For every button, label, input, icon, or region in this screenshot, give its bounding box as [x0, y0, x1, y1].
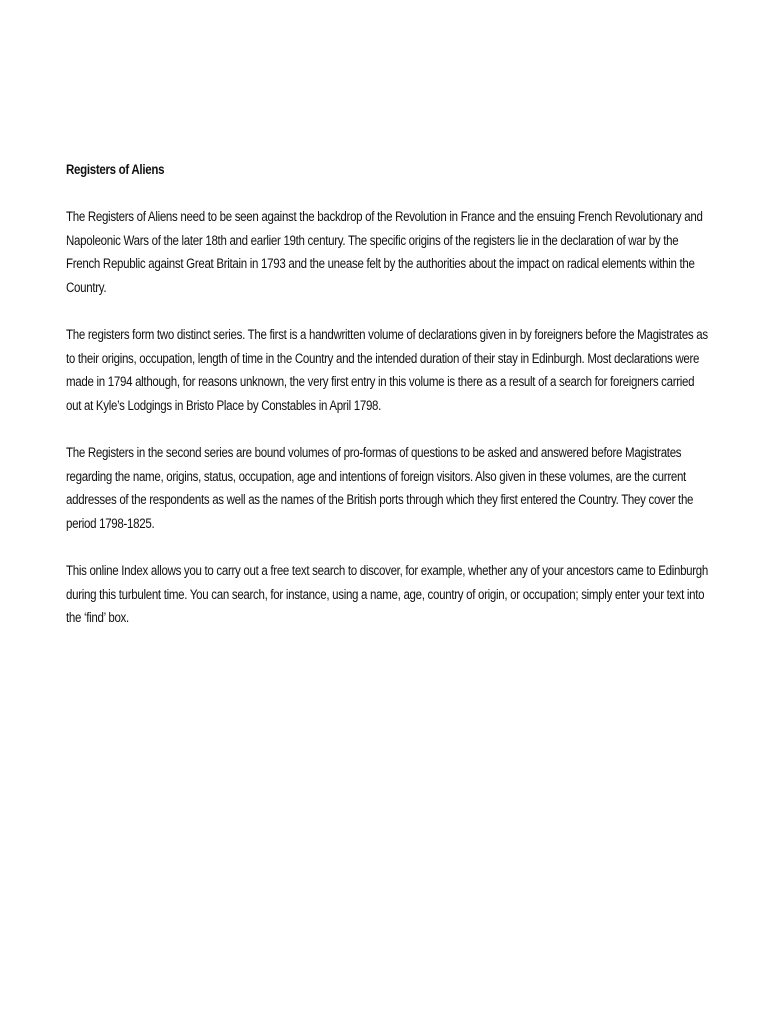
document-title: Registers of Aliens	[66, 162, 165, 177]
paragraph-series: The registers form two distinct series. The first is a handwritten volume of declarations given in by foreigners before the Magistrates as to their origins, occupation, length of time in the Country and the intended duration of their stay in Edinburgh. Most declarations were made in 1794 although, for reasons unknown, the very first entry in this volume is there as a result of a search for foreigners carried out at Kyle’s Lodgings in Bristo Place by Constables in April 1798.	[66, 327, 708, 413]
paragraph-background: The Registers of Aliens need to be seen against the backdrop of the Revolution in France and the ensuing French Revolutionary and Napoleonic Wars of the later 18th and earlier 19th century. The specific origins of the registers lie in the declaration of war by the French Republic against Great Britain in 1793 and the unease felt by the authorities about the impact on radical elements within the Country.	[66, 209, 703, 295]
paragraph-online-index: This online Index allows you to carry out a free text search to discover, for example, whether any of your ancestors came to Edinburgh during this turbulent time. You can search, for instance, using a name, age, country of origin, or occupation; simply enter your text into the ‘find’ box.	[66, 563, 709, 626]
paragraph-second-series: The Registers in the second series are bound volumes of pro-formas of questions to be asked and answered before Magistrates regarding the name, origins, status, occupation, age and intentions of foreign visitors. Also given in these volumes, are the current addresses of the respondents as well as the names of the British ports through which they first entered the Country. They cover the period 1798-1825.	[66, 445, 694, 531]
document-content	[66, 158, 709, 653]
